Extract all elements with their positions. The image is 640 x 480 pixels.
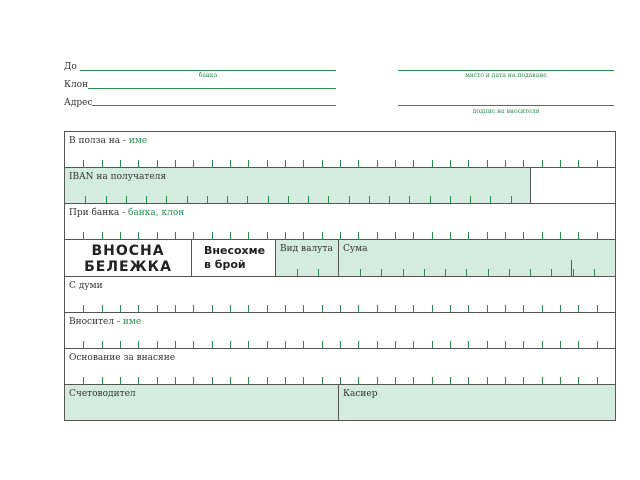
char-box-tick [358,232,359,239]
currency-cell[interactable] [276,240,339,276]
depositor-row[interactable] [65,313,615,349]
char-box-tick [468,232,469,239]
char-box-tick [505,232,506,239]
char-box-tick [248,341,249,348]
char-box-tick [573,269,574,276]
char-box-tick [542,160,543,167]
char-box-tick [157,232,158,239]
char-box-tick [102,341,103,348]
char-box-tick [212,305,213,312]
char-box-tick [102,305,103,312]
beneficiary-row[interactable] [65,132,615,168]
char-box-tick [360,269,361,276]
char-box-tick [187,196,188,203]
char-box-tick [578,341,579,348]
char-box-tick [247,196,248,203]
char-box-tick [230,305,231,312]
char-box-tick [597,341,598,348]
char-box-tick [509,269,510,276]
char-box-tick [212,160,213,167]
char-box-tick [432,341,433,348]
char-box-tick [288,196,289,203]
char-box-tick [578,232,579,239]
char-box-tick [432,232,433,239]
char-box-tick [212,377,213,384]
char-box-tick [207,196,208,203]
char-box-tick [395,341,396,348]
iban-row[interactable] [65,168,615,204]
char-box-tick [175,305,176,312]
currency-label: Вид валута [280,244,333,254]
slip-title-line2: БЕЛЕЖКА [84,259,172,275]
char-box-tick [430,196,431,203]
iban-label: IBAN на получателя [69,172,167,182]
char-box-tick [358,377,359,384]
char-box-tick [413,232,414,239]
char-box-tick [551,269,552,276]
words-ticks [65,302,615,312]
to-label: До [64,62,77,72]
char-box-tick [487,377,488,384]
char-box-tick [490,196,491,203]
char-box-tick [303,232,304,239]
char-box-tick [450,305,451,312]
char-box-tick [102,160,103,167]
char-box-tick [85,196,86,203]
amount-ticks [339,266,615,276]
char-box-tick [450,232,451,239]
char-box-tick [146,196,147,203]
char-box-tick [369,196,370,203]
char-box-tick [542,305,543,312]
char-box-tick [340,377,341,384]
char-box-tick [230,377,231,384]
char-box-tick [488,269,489,276]
cash-cell [192,240,276,276]
cash-line1: Внесохме [204,244,266,257]
char-box-tick [450,377,451,384]
char-box-tick [466,269,467,276]
char-box-tick [487,341,488,348]
char-box-tick [597,377,598,384]
depositor-ticks [65,338,615,348]
char-box-tick [230,232,231,239]
reason-ticks [65,374,615,384]
bank-ticks [65,229,615,239]
char-box-tick [175,377,176,384]
char-box-tick [413,341,414,348]
char-box-tick [138,305,139,312]
signature-line[interactable] [398,105,614,106]
reason-row[interactable] [65,349,615,385]
iban-cell[interactable] [65,168,531,203]
char-box-tick [193,377,194,384]
char-box-tick [285,232,286,239]
char-box-tick [230,160,231,167]
char-box-tick [83,232,84,239]
char-box-tick [175,232,176,239]
char-box-tick [102,232,103,239]
char-box-tick [267,160,268,167]
char-box-tick [175,341,176,348]
char-box-tick [193,232,194,239]
char-box-tick [358,305,359,312]
amount-cell[interactable] [339,240,615,276]
char-box-tick [340,341,341,348]
char-box-tick [597,160,598,167]
char-box-tick [193,341,194,348]
char-box-tick [106,196,107,203]
char-box-tick [560,305,561,312]
char-box-tick [395,305,396,312]
char-box-tick [597,232,598,239]
char-box-tick [560,232,561,239]
words-row[interactable] [65,277,615,313]
char-box-tick [389,196,390,203]
char-box-tick [138,341,139,348]
char-box-tick [468,160,469,167]
char-box-tick [395,377,396,384]
char-box-tick [248,160,249,167]
char-box-tick [322,232,323,239]
char-box-tick [268,196,269,203]
char-box-tick [560,377,561,384]
char-box-tick [102,377,103,384]
char-box-tick [308,196,309,203]
char-box-tick [523,160,524,167]
amount-decimal-divider [571,260,572,276]
char-box-tick [267,341,268,348]
char-box-tick [340,232,341,239]
char-box-tick [157,377,158,384]
char-box-tick [560,341,561,348]
char-box-tick [468,305,469,312]
char-box-tick [424,269,425,276]
char-box-tick [505,160,506,167]
char-box-tick [468,341,469,348]
char-box-tick [175,160,176,167]
char-box-tick [340,305,341,312]
char-box-tick [83,377,84,384]
char-box-tick [505,305,506,312]
bank-row[interactable] [65,204,615,240]
bank-label: При банка - банка, клон [69,208,185,218]
slip-title [65,240,192,276]
char-box-tick [487,232,488,239]
char-box-tick [120,160,121,167]
char-box-tick [413,377,414,384]
char-box-tick [138,160,139,167]
char-box-tick [83,160,84,167]
char-box-tick [413,160,414,167]
char-box-tick [212,232,213,239]
char-box-tick [530,269,531,276]
title-row [65,240,615,277]
char-box-tick [157,341,158,348]
char-box-tick [285,305,286,312]
char-box-tick [285,160,286,167]
char-box-tick [230,341,231,348]
char-box-tick [450,341,451,348]
char-box-tick [409,196,410,203]
char-box-tick [349,196,350,203]
char-box-tick [303,160,304,167]
char-box-tick [395,160,396,167]
char-box-tick [597,305,598,312]
cashier-cell[interactable] [339,385,615,420]
char-box-tick [594,269,595,276]
char-box-tick [377,305,378,312]
char-box-tick [193,305,194,312]
char-box-tick [322,377,323,384]
char-box-tick [377,341,378,348]
char-box-tick [322,160,323,167]
char-box-tick [432,160,433,167]
words-label: С думи [69,281,103,291]
client-label: Клон [64,80,89,90]
place-date-line[interactable] [398,70,614,71]
char-box-tick [328,196,329,203]
char-box-tick [542,341,543,348]
signature-caption: подпис на вносителя [472,108,540,115]
char-box-tick [166,196,167,203]
char-box-tick [297,269,298,276]
accountant-cell[interactable] [65,385,339,420]
currency-ticks [276,266,339,276]
slip-title-line1: ВНОСНА [91,243,165,259]
client-line[interactable] [88,88,336,89]
char-box-tick [450,196,451,203]
char-box-tick [523,305,524,312]
iban-ticks [65,193,531,203]
char-box-tick [157,305,158,312]
char-box-tick [395,232,396,239]
char-box-tick [377,377,378,384]
char-box-tick [322,341,323,348]
char-box-tick [377,160,378,167]
char-box-tick [542,377,543,384]
cashier-label: Касиер [343,389,378,399]
char-box-tick [267,305,268,312]
char-box-tick [120,305,121,312]
char-box-tick [303,377,304,384]
char-box-tick [248,377,249,384]
char-box-tick [578,377,579,384]
char-box-tick [470,196,471,203]
char-box-tick [138,377,139,384]
char-box-tick [413,305,414,312]
char-box-tick [138,232,139,239]
char-box-tick [542,232,543,239]
char-box-tick [83,305,84,312]
char-box-tick [267,377,268,384]
char-box-tick [578,160,579,167]
char-box-tick [403,269,404,276]
to-line[interactable] [80,70,336,71]
char-box-tick [248,305,249,312]
char-box-tick [120,232,121,239]
char-box-tick [318,269,319,276]
char-box-tick [511,196,512,203]
char-box-tick [340,160,341,167]
char-box-tick [303,341,304,348]
char-box-tick [358,341,359,348]
char-box-tick [505,377,506,384]
beneficiary-ticks [65,157,615,167]
char-box-tick [322,305,323,312]
char-box-tick [523,232,524,239]
char-box-tick [358,160,359,167]
char-box-tick [505,341,506,348]
amount-label: Сума [343,244,368,254]
char-box-tick [120,377,121,384]
place-date-caption: място и дата на подаване [465,72,547,79]
char-box-tick [267,232,268,239]
reason-label: Основание за внасяне [69,353,176,363]
address-label: Адрес [64,98,93,108]
char-box-tick [560,160,561,167]
char-box-tick [227,196,228,203]
char-box-tick [381,269,382,276]
char-box-tick [157,160,158,167]
char-box-tick [83,341,84,348]
beneficiary-label: В полза на - име [69,136,148,146]
char-box-tick [120,341,121,348]
char-box-tick [468,377,469,384]
cash-line2: в брой [204,258,246,271]
char-box-tick [285,377,286,384]
char-box-tick [432,377,433,384]
char-box-tick [248,232,249,239]
deposit-slip-form [64,131,616,421]
char-box-tick [487,160,488,167]
bank-caption: банка [198,72,218,79]
char-box-tick [377,232,378,239]
char-box-tick [126,196,127,203]
char-box-tick [193,160,194,167]
char-box-tick [445,269,446,276]
char-box-tick [303,305,304,312]
depositor-label: Вносител - име [69,317,142,327]
char-box-tick [523,377,524,384]
char-box-tick [578,305,579,312]
char-box-tick [285,341,286,348]
signatures-row [65,385,615,420]
char-box-tick [487,305,488,312]
char-box-tick [523,341,524,348]
char-box-tick [432,305,433,312]
char-box-tick [212,341,213,348]
char-box-tick [450,160,451,167]
accountant-label: Счетоводител [69,389,136,399]
address-line[interactable] [92,105,336,106]
